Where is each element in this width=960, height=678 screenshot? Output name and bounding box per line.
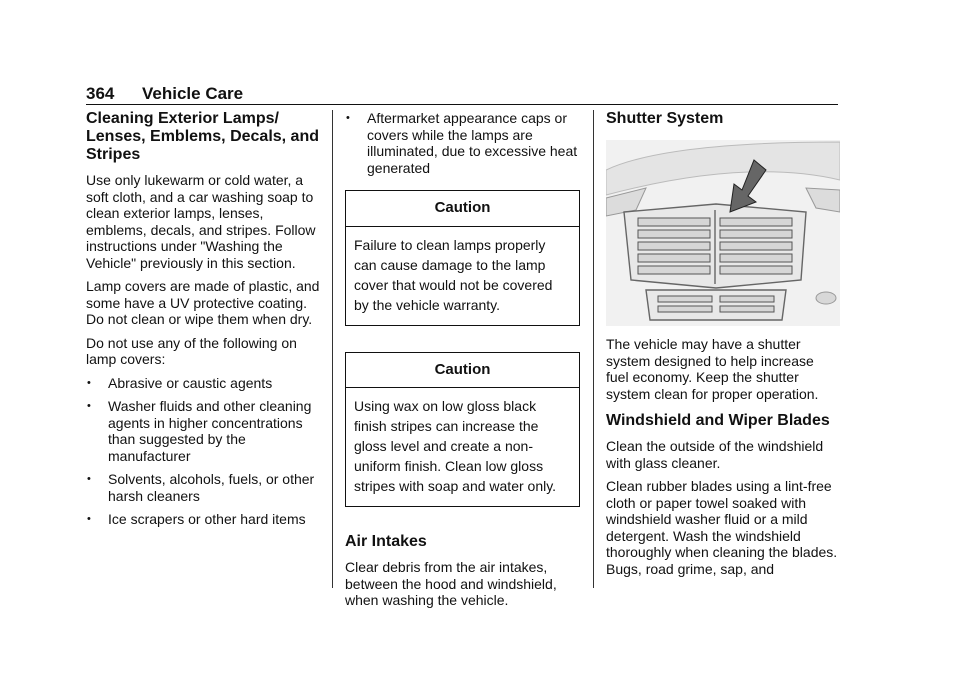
caution-title: Caution bbox=[346, 191, 579, 227]
list-item: • Washer fluids and other cleaning agents in higher concentrations than suggested by the manufacturer bbox=[86, 398, 322, 464]
lamps-paragraph-3: Do not use any of the following on lamp covers: bbox=[86, 334, 297, 367]
wiper-paragraph-2: Clean rubber blades using a lint-free cloth or paper towel soaked with windshield washer fluid or a mild detergent. Wash the windshield thoroughly when cleaning the blades. Bugs, road grime, sap, and bbox=[606, 478, 838, 577]
page-number: 364 bbox=[86, 84, 115, 103]
caution-box-2 bbox=[345, 352, 580, 508]
caution-body: Using wax on low gloss black finish stripes can increase the gloss level and create a non-uniform finish. Clean low gloss stripes with soap and water only. bbox=[354, 398, 557, 494]
column-divider bbox=[593, 110, 594, 588]
air-intakes-text: Clear debris from the air intakes, between the hood and windshield, when washing the vehicle. bbox=[345, 559, 557, 608]
lamps-paragraph-1: Use only lukewarm or cold water, a soft cloth, and a car washing soap to clean exterior lamps, lenses, emblems, decals, and stripes. Follow instructions under "Washing the Vehicle" previously in this section. bbox=[86, 172, 316, 271]
column-3 bbox=[606, 110, 840, 584]
list-item: • Ice scrapers or other hard items bbox=[86, 511, 322, 528]
page-header bbox=[86, 84, 838, 105]
list-item: • Solvents, alcohols, fuels, or other harsh cleaners bbox=[86, 471, 322, 504]
grille-shutter-image bbox=[606, 140, 840, 326]
air-intakes-heading: Air Intakes bbox=[345, 533, 427, 550]
list-item: • Aftermarket appearance caps or covers while the lamps are illuminated, due to excessive heat generated bbox=[345, 110, 580, 176]
do-not-use-list bbox=[86, 375, 322, 528]
column-1 bbox=[86, 110, 322, 535]
wiper-paragraph-1: Clean the outside of the windshield with glass cleaner. bbox=[606, 438, 824, 471]
lamps-paragraph-2: Lamp covers are made of plastic, and some have a UV protective coating. Do not clean or wipe them when dry. bbox=[86, 278, 320, 327]
wiper-heading: Windshield and Wiper Blades bbox=[606, 412, 830, 429]
caution-body: Failure to clean lamps properly can cause damage to the lamp cover that would not be covered by the vehicle warranty. bbox=[354, 236, 553, 313]
caution-box-1 bbox=[345, 190, 580, 326]
column-divider bbox=[332, 110, 333, 588]
list-item: • Abrasive or caustic agents bbox=[86, 375, 322, 392]
lamps-heading: Cleaning Exterior Lamps/ Lenses, Emblems, Decals, and Stripes bbox=[86, 110, 319, 163]
caution-title: Caution bbox=[346, 353, 579, 389]
shutter-text: The vehicle may have a shutter system designed to help increase fuel economy. Keep the shutter system clean for proper operation. bbox=[606, 336, 819, 402]
shutter-heading: Shutter System bbox=[606, 110, 724, 127]
do-not-use-list-continued bbox=[345, 110, 580, 176]
column-2 bbox=[345, 110, 580, 616]
shutter-illustration bbox=[606, 140, 840, 326]
section-title: Vehicle Care bbox=[142, 84, 244, 103]
